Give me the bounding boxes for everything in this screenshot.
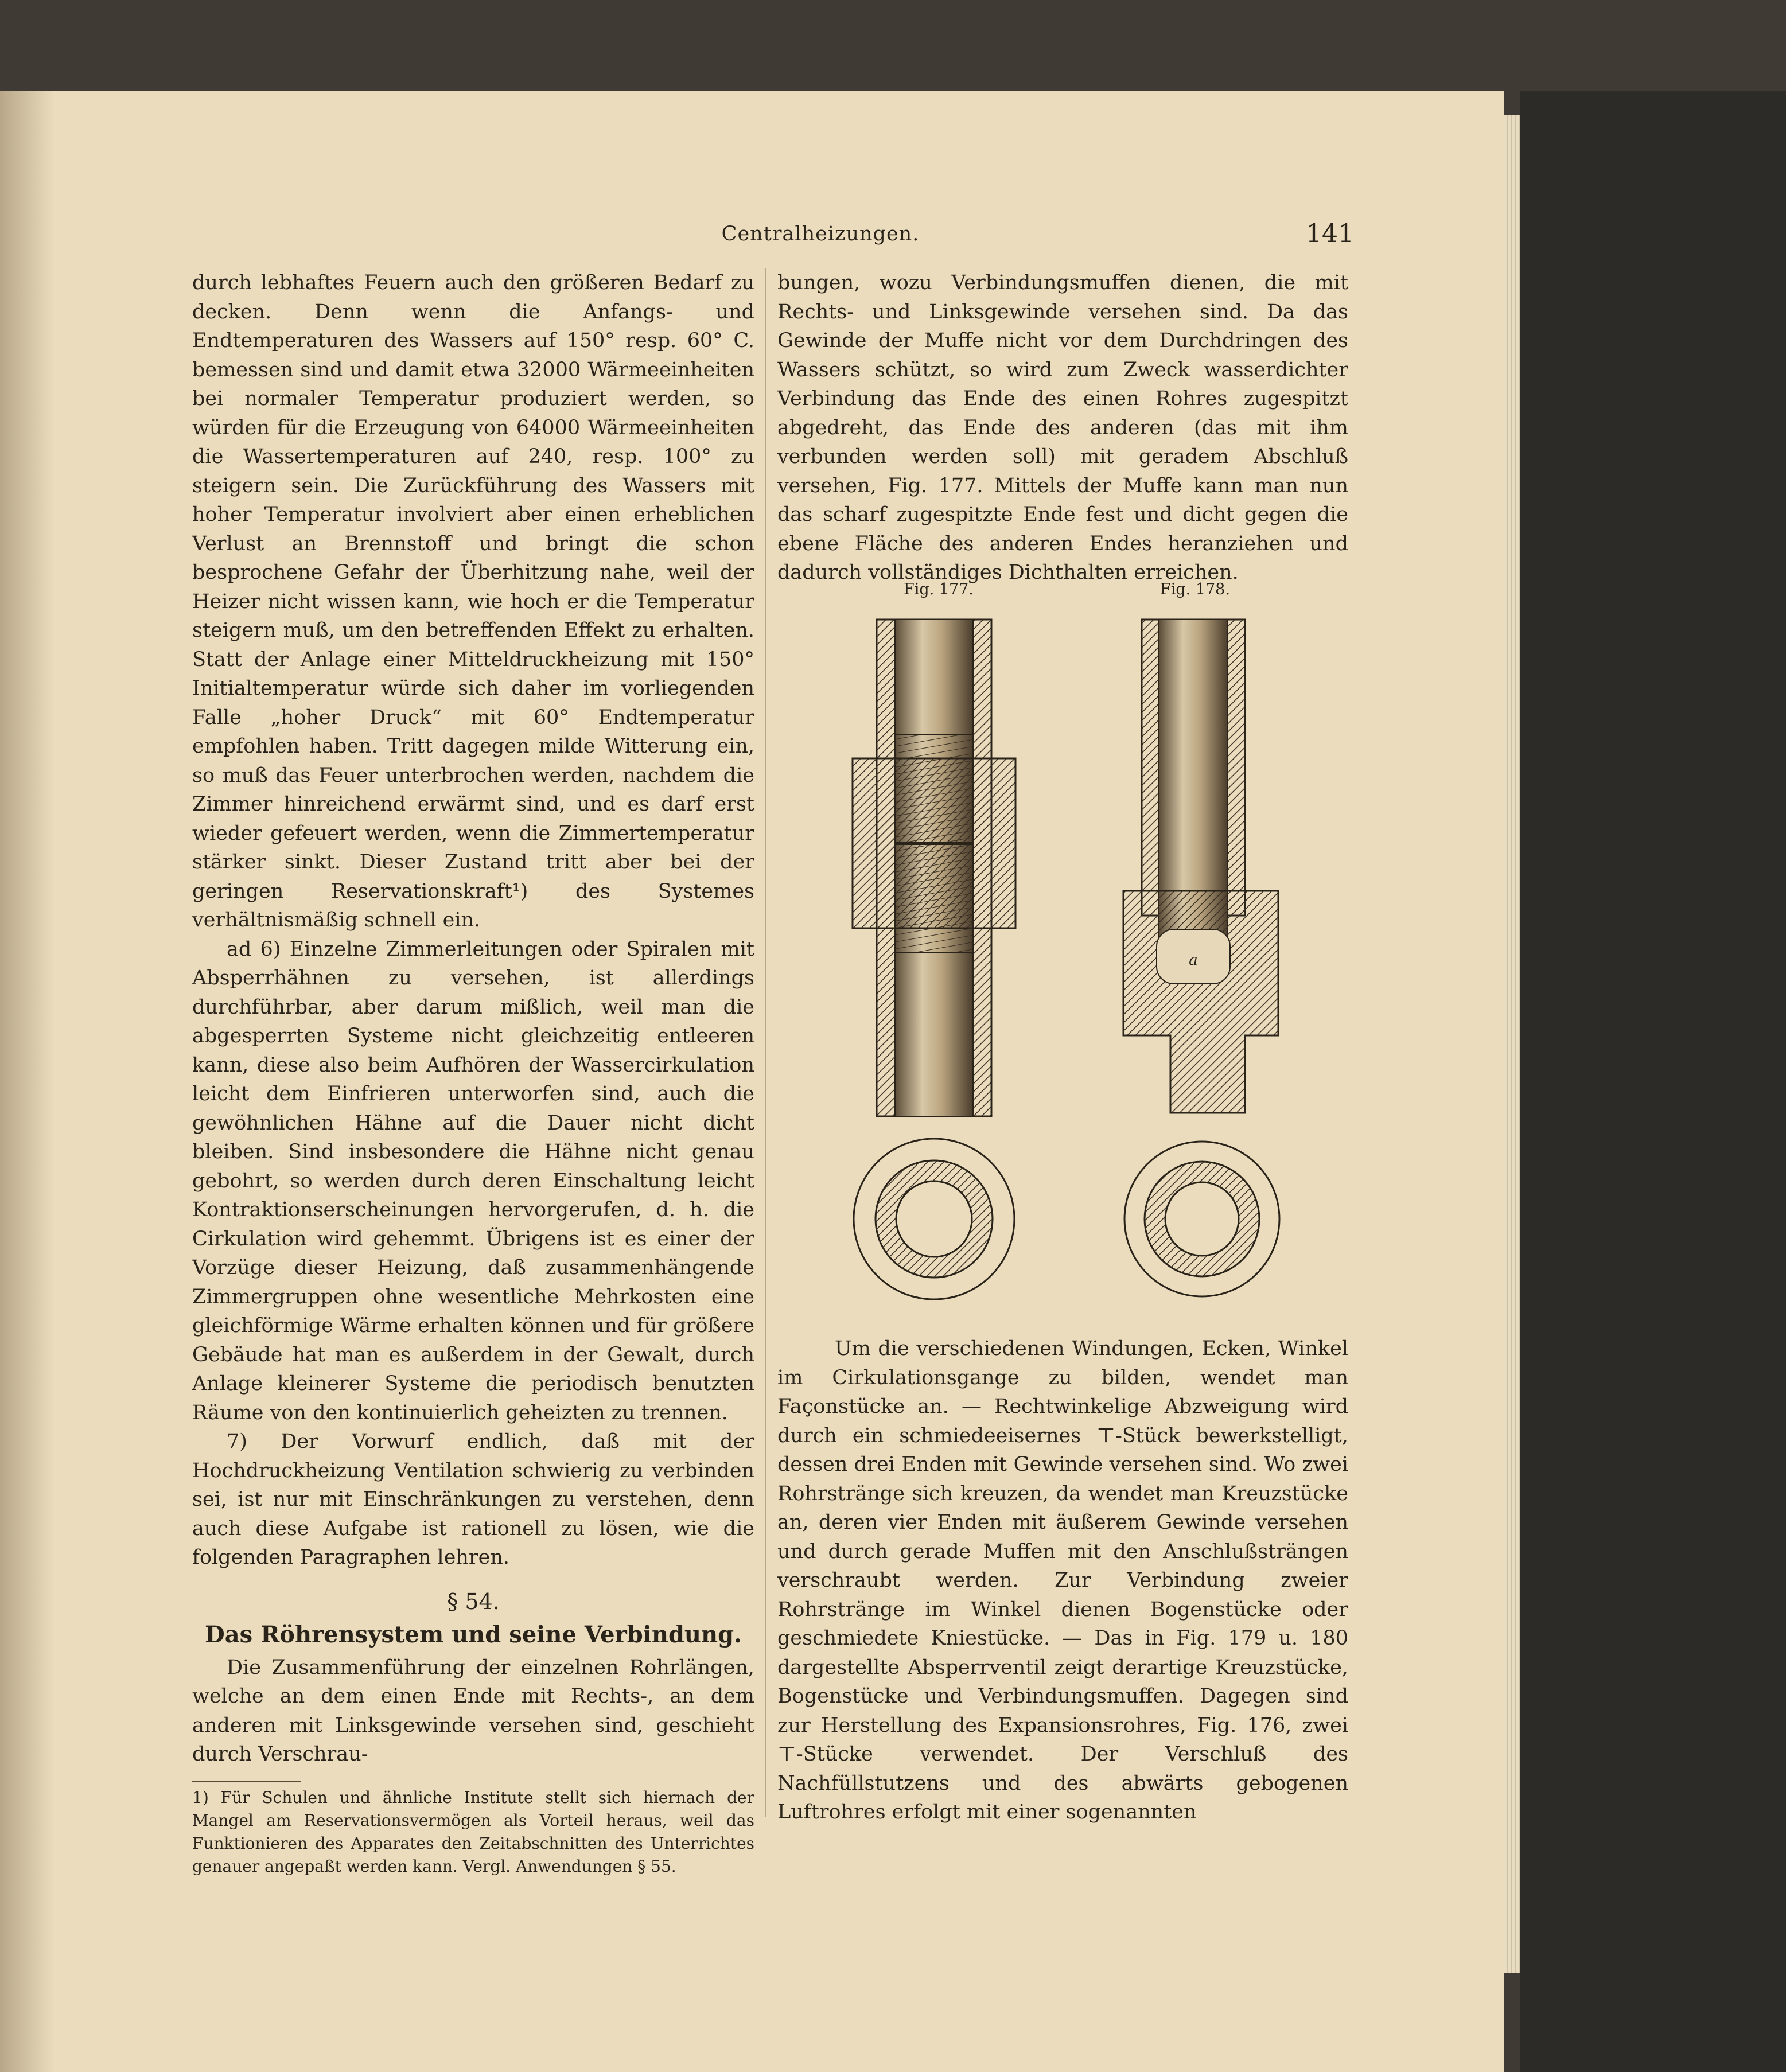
column-divider (765, 268, 766, 1817)
figures-177-178 (838, 602, 1297, 1319)
footnote-rule (192, 1781, 301, 1782)
book-cover (1520, 91, 1786, 2072)
right-column-top (777, 268, 1348, 587)
running-title: Centralheizungen. (721, 223, 920, 246)
figure-178-letter: a (1189, 952, 1198, 969)
pipe-cross-section-rings (854, 1139, 1279, 1299)
footnote: 1) Für Schulen und ähnliche Institute stellt sich hiernach der Mangel am Reservationsvermögen als Vorteil heraus, weil das Funktionieren des Apparates den Zeitabschnitten des Unterrichtes genauer angepaßt werden kann. Vergl. Anwendungen § 55. (192, 1787, 754, 1876)
paragraph: 7) Der Vorwurf endlich, daß mit der Hochdruckheizung Ventilation schwierig zu verbinden sei, ist nur mit Einschränkungen zu verstehen, denn auch diese Aufgabe ist rationell zu lösen, wie die folgenden Paragraphen lehren. (192, 1430, 754, 1569)
paragraph: bungen, wozu Verbindungsmuffen dienen, die mit Rechts- und Linksgewinde versehen sind. Da das Gewinde der Muffe nicht vor dem Durchdringen des Wassers schützt, so wird zum Zweck wasserdichter Verbindung das Ende des einen Rohres zugespitzt abgedreht, das Ende des anderen (das mit ihm verbunden werden soll) mit geradem Abschluß versehen, Fig. 177. Mittels der Muffe kann man nun das scharf zugespitzte Ende fest und dicht gegen die ebene Fläche des anderen Endes heranziehen und dadurch vollständiges Dichthalten erreichen. (777, 271, 1348, 584)
page-number: 141 (1306, 219, 1354, 248)
right-column-bottom (777, 1334, 1348, 1827)
figure-177-label: Fig. 177. (904, 581, 974, 598)
paragraph: durch lebhaftes Feuern auch den größeren Bedarf zu decken. Denn wenn die Anfangs- und Endtemperaturen des Wassers auf 150° resp. 60° C. bemessen sind und damit etwa 32000 Wärmeeinheiten bei normaler Temperatur produziert werden, so würden für die Erzeugung von 64000 Wärmeeinheiten die Wassertemperaturen auf 240, resp. 100° zu steigern sein. Die Zurückführung des Wassers mit hoher Temperatur involviert aber einen erheblichen Verlust an Brennstoff und bringt die schon besprochene Gefahr der Überhitzung nahe, weil der Heizer nicht wissen kann, wie hoch er die Temperatur steigern muß, um den betreffenden Effekt zu erhalten. Statt der Anlage einer Mitteldruckheizung mit 150° Initialtemperatur würde sich daher im vorliegenden Falle „hoher Druck“ mit 60° Endtemperatur empfohlen haben. Tritt dagegen milde Witterung ein, so muß das Feuer unterbrochen werden, nachdem die Zimmer hinreichend erwärmt sind, und es darf erst wieder gefeuert werden, wenn die Zimmertemperatur stärker sinkt. Dieser Zustand tritt aber bei der geringen Reservationskraft¹) des Systemes verhältnismäßig schnell ein. (192, 271, 754, 932)
figure-178-drawing (1123, 620, 1278, 1113)
section-heading: Das Röhrensystem und seine Verbindung. (205, 1621, 742, 1648)
paragraph: ad 6) Einzelne Zimmerleitungen oder Spiralen mit Absperrhähnen zu versehen, ist allerdings durchführbar, aber darum mißlich, weil man die abgesperrten Systeme nicht gleichzeitig entleeren kann, diese also beim Aufhören der Wassercirkulation leicht dem Einfrieren unterworfen sind, auch die gewöhnlichen Hähne auf die Dauer nicht dicht bleiben. Sind insbesondere die Hähne nicht genau gebohrt, so werden durch deren Einschaltung leicht Kontraktionserscheinungen hervorgerufen, d. h. die Cirkulation wird gehemmt. Übrigens ist es einer der Vorzüge dieser Heizung, daß zusammenhängende Zimmergruppen ohne wesentliche Mehrkosten eine gleichförmige Wärme erhalten können und für größere Gebäude hat man es außerdem in der Gewalt, durch Anlage kleinerer Systeme die periodisch benutzten Räume von den kontinuierlich geheizten zu trennen. (192, 937, 754, 1424)
paragraph: Die Zusammenführung der einzelnen Rohrlängen, welche an dem einen Ende mit Rechts-, an dem anderen mit Linksgewinde versehen sind, geschieht durch Verschrau- (192, 1656, 754, 1766)
gutter-shadow (0, 91, 55, 2072)
figure-177-drawing (853, 620, 1015, 1116)
left-column (192, 268, 754, 1878)
figure-178-label: Fig. 178. (1160, 581, 1230, 598)
section-number: § 54. (447, 1588, 500, 1614)
paragraph: Um die verschiedenen Windungen, Ecken, Winkel im Cirkulationsgange zu bilden, wendet man Façonstücke an. — Rechtwinkelige Abzweigung wird durch ein schmiedeeisernes ⊤-Stück bewerkstelligt, dessen drei Enden mit Gewinde versehen sind. Wo zwei Rohrstränge sich kreuzen, da wendet man Kreuzstücke an, deren vier Enden mit äußerem Gewinde versehen und durch gerade Muffen mit den Anschlußsträngen verschraubt werden. Zur Verbindung zweier Rohrstränge im Winkel dienen Bogenstücke oder geschmiedete Kniestücke. — Das in Fig. 179 u. 180 dargestellte Absperrventil zeigt derartige Kreuzstücke, Bogenstücke und Verbindungsmuffen. Dagegen sind zur Herstellung des Expansionsrohres, Fig. 176, zwei ⊤-Stücke verwendet. Der Verschluß des Nachfüllstutzens und des abwärts gebogenen Luftrohres erfolgt mit einer sogenannten (777, 1337, 1348, 1824)
